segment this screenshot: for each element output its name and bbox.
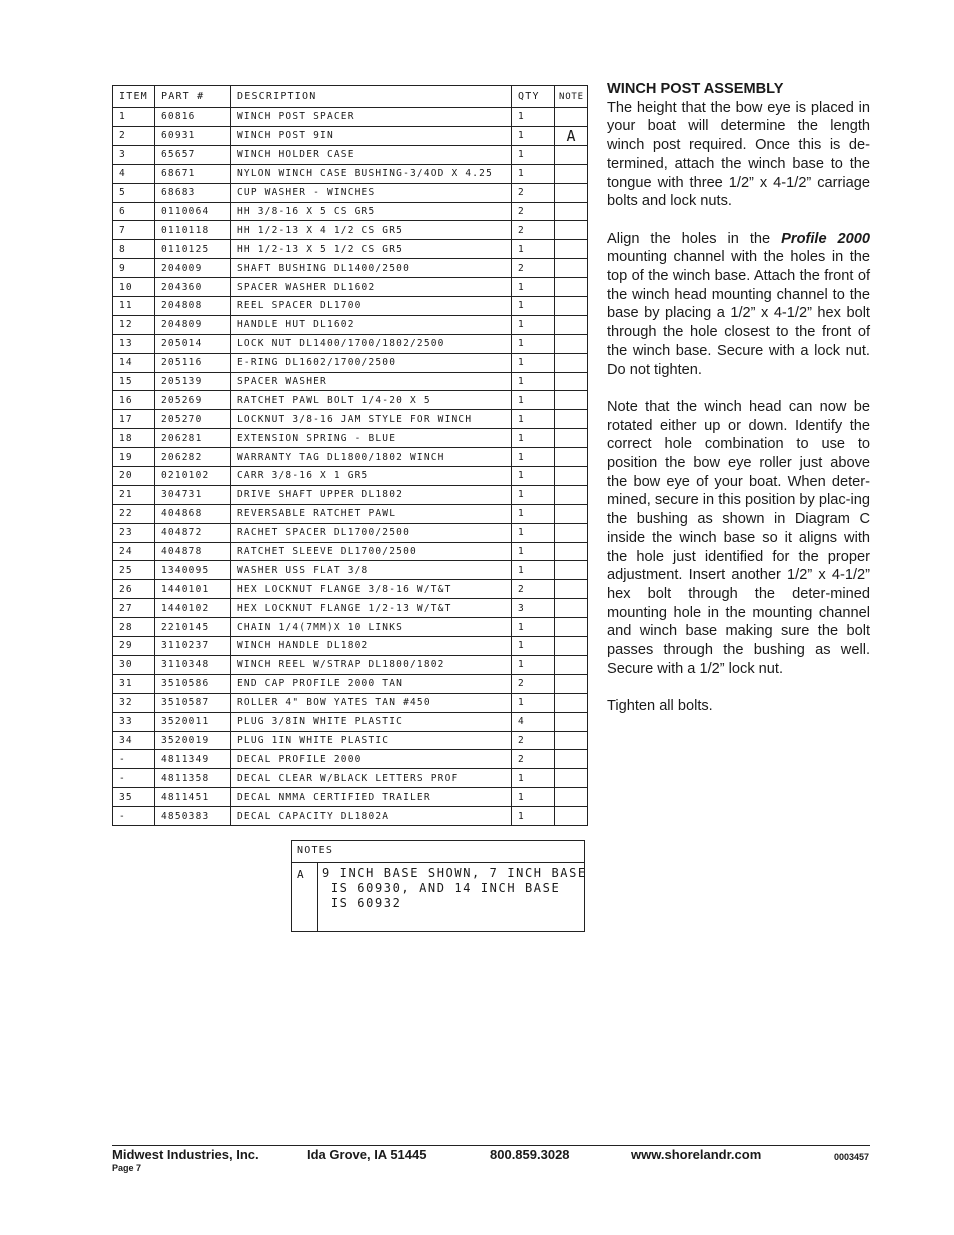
cell-note <box>555 467 588 486</box>
cell-qty: 1 <box>512 542 555 561</box>
paragraph-text: Align the holes in the <box>607 230 782 247</box>
cell-item: 15 <box>113 372 155 391</box>
cell-part-number: 68671 <box>155 164 231 183</box>
cell-part-number: 4811349 <box>155 750 231 769</box>
cell-note <box>555 108 588 127</box>
cell-description: DECAL CAPACITY DL1802A <box>231 807 512 826</box>
table-row <box>113 164 588 183</box>
cell-qty: 1 <box>512 391 555 410</box>
cell-note: A <box>555 126 588 145</box>
cell-note <box>555 221 588 240</box>
cell-part-number: 204809 <box>155 315 231 334</box>
cell-part-number: 204360 <box>155 278 231 297</box>
cell-note <box>555 523 588 542</box>
cell-item: 14 <box>113 353 155 372</box>
notes-header: NOTES <box>292 841 584 863</box>
table-row <box>113 693 588 712</box>
header-note: NOTE <box>555 86 588 108</box>
cell-description: CARR 3/8-16 X 1 GR5 <box>231 467 512 486</box>
cell-part-number: 4811451 <box>155 788 231 807</box>
cell-description: CHAIN 1/4(7MM)X 10 LINKS <box>231 618 512 637</box>
cell-note <box>555 315 588 334</box>
cell-item: 8 <box>113 240 155 259</box>
table-row <box>113 485 588 504</box>
table-row <box>113 599 588 618</box>
notes-line: IS 60930, AND 14 INCH BASE <box>322 881 561 895</box>
cell-qty: 2 <box>512 580 555 599</box>
cell-note <box>555 259 588 278</box>
cell-qty: 1 <box>512 655 555 674</box>
cell-description: E-RING DL1602/1700/2500 <box>231 353 512 372</box>
cell-item: 25 <box>113 561 155 580</box>
table-row <box>113 372 588 391</box>
cell-description: HANDLE HUT DL1602 <box>231 315 512 334</box>
table-row <box>113 297 588 316</box>
cell-qty: 1 <box>512 448 555 467</box>
cell-qty: 1 <box>512 429 555 448</box>
cell-item: - <box>113 769 155 788</box>
table-row <box>113 731 588 750</box>
cell-item: 26 <box>113 580 155 599</box>
cell-part-number: 0210102 <box>155 467 231 486</box>
cell-item: 2 <box>113 126 155 145</box>
table-row <box>113 637 588 656</box>
cell-qty: 2 <box>512 202 555 221</box>
cell-qty: 1 <box>512 637 555 656</box>
footer-doc-number: 0003457 <box>834 1152 870 1162</box>
cell-description: HEX LOCKNUT FLANGE 3/8-16 W/T&T <box>231 580 512 599</box>
cell-description: DECAL NMMA CERTIFIED TRAILER <box>231 788 512 807</box>
cell-qty: 1 <box>512 693 555 712</box>
cell-note <box>555 485 588 504</box>
cell-qty: 1 <box>512 410 555 429</box>
cell-description: ROLLER 4" BOW YATES TAN #450 <box>231 693 512 712</box>
cell-qty: 1 <box>512 523 555 542</box>
table-row <box>113 542 588 561</box>
cell-part-number: 205116 <box>155 353 231 372</box>
cell-item: 10 <box>113 278 155 297</box>
cell-part-number: 3510586 <box>155 674 231 693</box>
table-row <box>113 108 588 127</box>
cell-description: WARRANTY TAG DL1800/1802 WINCH <box>231 448 512 467</box>
cell-note <box>555 542 588 561</box>
table-row <box>113 467 588 486</box>
cell-description: WINCH POST SPACER <box>231 108 512 127</box>
cell-qty: 1 <box>512 618 555 637</box>
cell-item: 22 <box>113 504 155 523</box>
table-row <box>113 561 588 580</box>
cell-qty: 2 <box>512 750 555 769</box>
cell-item: 19 <box>113 448 155 467</box>
cell-description: REEL SPACER DL1700 <box>231 297 512 316</box>
cell-description: EXTENSION SPRING - BLUE <box>231 429 512 448</box>
notes-letter: A <box>292 863 318 931</box>
cell-description: REVERSABLE RATCHET PAWL <box>231 504 512 523</box>
cell-note <box>555 788 588 807</box>
cell-note <box>555 504 588 523</box>
cell-note <box>555 769 588 788</box>
cell-note <box>555 580 588 599</box>
cell-part-number: 65657 <box>155 145 231 164</box>
table-row <box>113 145 588 164</box>
assembly-paragraph-3: Note that the winch head can now be rotated either up or down. Identify the correct hole combination to use to position the bow eye roller just above the bow eye of your boat. When deter-mined, secure in this position by plac-ing the bushing as shown in Diagram C inside the winch base so it aligns with the hole just identified for the proper adjustment. Insert another 1/2” x 4-1/2” hex bolt through the deter-mined mounting hole in the mounting channel and winch base making sure the bolt passes through the bushing as well. Secure with a 1/2” lock nut. <box>607 398 870 677</box>
cell-description: WINCH HOLDER CASE <box>231 145 512 164</box>
cell-item: 30 <box>113 655 155 674</box>
assembly-instructions <box>607 80 870 735</box>
cell-qty: 1 <box>512 769 555 788</box>
cell-part-number: 3110237 <box>155 637 231 656</box>
table-row <box>113 278 588 297</box>
cell-part-number: 60816 <box>155 108 231 127</box>
cell-qty: 1 <box>512 372 555 391</box>
header-qty: QTY <box>512 86 555 108</box>
table-row <box>113 240 588 259</box>
notes-box <box>291 840 585 932</box>
cell-part-number: 404872 <box>155 523 231 542</box>
cell-qty: 2 <box>512 221 555 240</box>
cell-item: 29 <box>113 637 155 656</box>
cell-part-number: 3520019 <box>155 731 231 750</box>
paragraph-text: mounting channel with the holes in the top of the winch base. Attach the front of the winch head mounting channel to the base by placing a 1/2” x 4-1/2” hex bolt through the hole closest to the front of the winch base. Secure with a lock nut. Do not tighten. <box>607 249 870 378</box>
table-row <box>113 448 588 467</box>
cell-item: 21 <box>113 485 155 504</box>
parts-table-header <box>113 86 588 108</box>
header-part-number: PART # <box>155 86 231 108</box>
cell-item: 35 <box>113 788 155 807</box>
cell-item: 34 <box>113 731 155 750</box>
table-row <box>113 353 588 372</box>
cell-description: LOCKNUT 3/8-16 JAM STYLE FOR WINCH <box>231 410 512 429</box>
cell-part-number: 205139 <box>155 372 231 391</box>
cell-qty: 2 <box>512 183 555 202</box>
table-row <box>113 618 588 637</box>
cell-part-number: 205270 <box>155 410 231 429</box>
cell-item: 11 <box>113 297 155 316</box>
parts-table <box>112 85 588 826</box>
footer-phone: 800.859.3028 <box>490 1147 570 1162</box>
cell-part-number: 304731 <box>155 485 231 504</box>
assembly-paragraph-1: The height that the bow eye is placed in your boat will determine the length winch post required. Once this is de-termined, attach the winch base to the tongue with three 1/2” x 4-1/2” carriage bolts and lock nuts. <box>607 99 870 210</box>
cell-qty: 4 <box>512 712 555 731</box>
table-row <box>113 429 588 448</box>
cell-qty: 1 <box>512 353 555 372</box>
cell-part-number: 404868 <box>155 504 231 523</box>
cell-note <box>555 202 588 221</box>
table-row <box>113 580 588 599</box>
cell-qty: 1 <box>512 467 555 486</box>
cell-qty: 1 <box>512 485 555 504</box>
cell-item: 16 <box>113 391 155 410</box>
cell-part-number: 205014 <box>155 334 231 353</box>
cell-note <box>555 448 588 467</box>
cell-qty: 1 <box>512 788 555 807</box>
cell-item: 31 <box>113 674 155 693</box>
table-row <box>113 202 588 221</box>
cell-description: WINCH POST 9IN <box>231 126 512 145</box>
cell-item: 32 <box>113 693 155 712</box>
cell-description: DECAL CLEAR W/BLACK LETTERS PROF <box>231 769 512 788</box>
cell-description: LOCK NUT DL1400/1700/1802/2500 <box>231 334 512 353</box>
product-name: Profile 2000 <box>781 230 871 247</box>
cell-note <box>555 599 588 618</box>
cell-item: 33 <box>113 712 155 731</box>
header-description: DESCRIPTION <box>231 86 512 108</box>
cell-description: HEX LOCKNUT FLANGE 1/2-13 W/T&T <box>231 599 512 618</box>
cell-note <box>555 807 588 826</box>
cell-item: 9 <box>113 259 155 278</box>
cell-note <box>555 731 588 750</box>
cell-note <box>555 618 588 637</box>
cell-part-number: 404878 <box>155 542 231 561</box>
cell-description: SPACER WASHER <box>231 372 512 391</box>
cell-description: RATCHET PAWL BOLT 1/4-20 X 5 <box>231 391 512 410</box>
table-row <box>113 126 588 145</box>
cell-qty: 1 <box>512 561 555 580</box>
cell-note <box>555 145 588 164</box>
cell-qty: 1 <box>512 126 555 145</box>
table-row <box>113 183 588 202</box>
cell-part-number: 4811358 <box>155 769 231 788</box>
cell-note <box>555 561 588 580</box>
cell-item: - <box>113 750 155 769</box>
table-row <box>113 221 588 240</box>
cell-qty: 2 <box>512 674 555 693</box>
notes-line: 9 INCH BASE SHOWN, 7 INCH BASE <box>322 866 587 880</box>
cell-item: 23 <box>113 523 155 542</box>
cell-part-number: 0110125 <box>155 240 231 259</box>
table-row <box>113 410 588 429</box>
table-row <box>113 674 588 693</box>
cell-part-number: 204808 <box>155 297 231 316</box>
footer-page-number: Page 7 <box>112 1163 142 1173</box>
cell-part-number: 60931 <box>155 126 231 145</box>
parts-table-body <box>113 108 588 826</box>
cell-part-number: 4850383 <box>155 807 231 826</box>
cell-qty: 2 <box>512 731 555 750</box>
footer-divider <box>112 1145 870 1146</box>
table-row <box>113 315 588 334</box>
cell-description: CUP WASHER - WINCHES <box>231 183 512 202</box>
cell-item: 7 <box>113 221 155 240</box>
cell-note <box>555 183 588 202</box>
cell-note <box>555 240 588 259</box>
table-row <box>113 391 588 410</box>
cell-part-number: 68683 <box>155 183 231 202</box>
cell-part-number: 3510587 <box>155 693 231 712</box>
cell-note <box>555 637 588 656</box>
cell-qty: 1 <box>512 315 555 334</box>
footer-city: Ida Grove, IA 51445 <box>307 1147 427 1162</box>
cell-qty: 2 <box>512 259 555 278</box>
cell-item: 3 <box>113 145 155 164</box>
cell-part-number: 0110064 <box>155 202 231 221</box>
cell-description: WINCH REEL W/STRAP DL1800/1802 <box>231 655 512 674</box>
notes-line: IS 60932 <box>322 896 402 910</box>
cell-note <box>555 655 588 674</box>
footer-company: Midwest Industries, Inc. <box>112 1147 259 1162</box>
cell-description: HH 1/2-13 X 5 1/2 CS GR5 <box>231 240 512 259</box>
cell-description: WASHER USS FLAT 3/8 <box>231 561 512 580</box>
cell-description: PLUG 3/8IN WHITE PLASTIC <box>231 712 512 731</box>
cell-item: 12 <box>113 315 155 334</box>
cell-part-number: 206282 <box>155 448 231 467</box>
cell-item: 5 <box>113 183 155 202</box>
cell-qty: 1 <box>512 297 555 316</box>
cell-item: 13 <box>113 334 155 353</box>
cell-note <box>555 372 588 391</box>
cell-qty: 1 <box>512 240 555 259</box>
cell-item: 6 <box>113 202 155 221</box>
table-row <box>113 504 588 523</box>
table-row <box>113 655 588 674</box>
cell-description: RATCHET SLEEVE DL1700/2500 <box>231 542 512 561</box>
cell-part-number: 0110118 <box>155 221 231 240</box>
cell-note <box>555 391 588 410</box>
cell-description: END CAP PROFILE 2000 TAN <box>231 674 512 693</box>
cell-qty: 1 <box>512 807 555 826</box>
cell-item: 28 <box>113 618 155 637</box>
cell-item: 24 <box>113 542 155 561</box>
cell-part-number: 1340095 <box>155 561 231 580</box>
header-item: ITEM <box>113 86 155 108</box>
table-row <box>113 750 588 769</box>
cell-note <box>555 410 588 429</box>
cell-note <box>555 674 588 693</box>
cell-item: 4 <box>113 164 155 183</box>
cell-part-number: 3520011 <box>155 712 231 731</box>
cell-description: SHAFT BUSHING DL1400/2500 <box>231 259 512 278</box>
cell-item: 18 <box>113 429 155 448</box>
cell-note <box>555 278 588 297</box>
cell-note <box>555 693 588 712</box>
cell-part-number: 206281 <box>155 429 231 448</box>
cell-item: 17 <box>113 410 155 429</box>
cell-qty: 1 <box>512 145 555 164</box>
cell-item: 27 <box>113 599 155 618</box>
table-row <box>113 807 588 826</box>
cell-part-number: 3110348 <box>155 655 231 674</box>
assembly-heading: WINCH POST ASSEMBLY <box>607 81 784 97</box>
assembly-paragraph-2 <box>607 230 870 380</box>
cell-note <box>555 429 588 448</box>
cell-item: - <box>113 807 155 826</box>
cell-part-number: 2210145 <box>155 618 231 637</box>
cell-description: HH 3/8-16 X 5 CS GR5 <box>231 202 512 221</box>
cell-note <box>555 297 588 316</box>
cell-part-number: 205269 <box>155 391 231 410</box>
cell-part-number: 1440101 <box>155 580 231 599</box>
cell-description: WINCH HANDLE DL1802 <box>231 637 512 656</box>
cell-qty: 1 <box>512 164 555 183</box>
notes-text <box>322 866 587 911</box>
cell-description: NYLON WINCH CASE BUSHING-3/4OD X 4.25 <box>231 164 512 183</box>
cell-qty: 3 <box>512 599 555 618</box>
cell-description: DRIVE SHAFT UPPER DL1802 <box>231 485 512 504</box>
table-row <box>113 712 588 731</box>
table-row <box>113 259 588 278</box>
table-row <box>113 523 588 542</box>
cell-qty: 1 <box>512 334 555 353</box>
cell-item: 20 <box>113 467 155 486</box>
cell-description: DECAL PROFILE 2000 <box>231 750 512 769</box>
footer-website: www.shorelandr.com <box>631 1147 762 1162</box>
cell-part-number: 1440102 <box>155 599 231 618</box>
table-row <box>113 769 588 788</box>
cell-note <box>555 750 588 769</box>
assembly-paragraph-4: Tighten all bolts. <box>607 698 713 715</box>
cell-note <box>555 334 588 353</box>
cell-description: PLUG 1IN WHITE PLASTIC <box>231 731 512 750</box>
cell-qty: 1 <box>512 504 555 523</box>
cell-description: RACHET SPACER DL1700/2500 <box>231 523 512 542</box>
cell-note <box>555 164 588 183</box>
cell-description: SPACER WASHER DL1602 <box>231 278 512 297</box>
cell-note <box>555 712 588 731</box>
cell-part-number: 204009 <box>155 259 231 278</box>
table-row <box>113 788 588 807</box>
cell-description: HH 1/2-13 X 4 1/2 CS GR5 <box>231 221 512 240</box>
cell-qty: 1 <box>512 278 555 297</box>
cell-note <box>555 353 588 372</box>
table-row <box>113 334 588 353</box>
cell-qty: 1 <box>512 108 555 127</box>
cell-item: 1 <box>113 108 155 127</box>
